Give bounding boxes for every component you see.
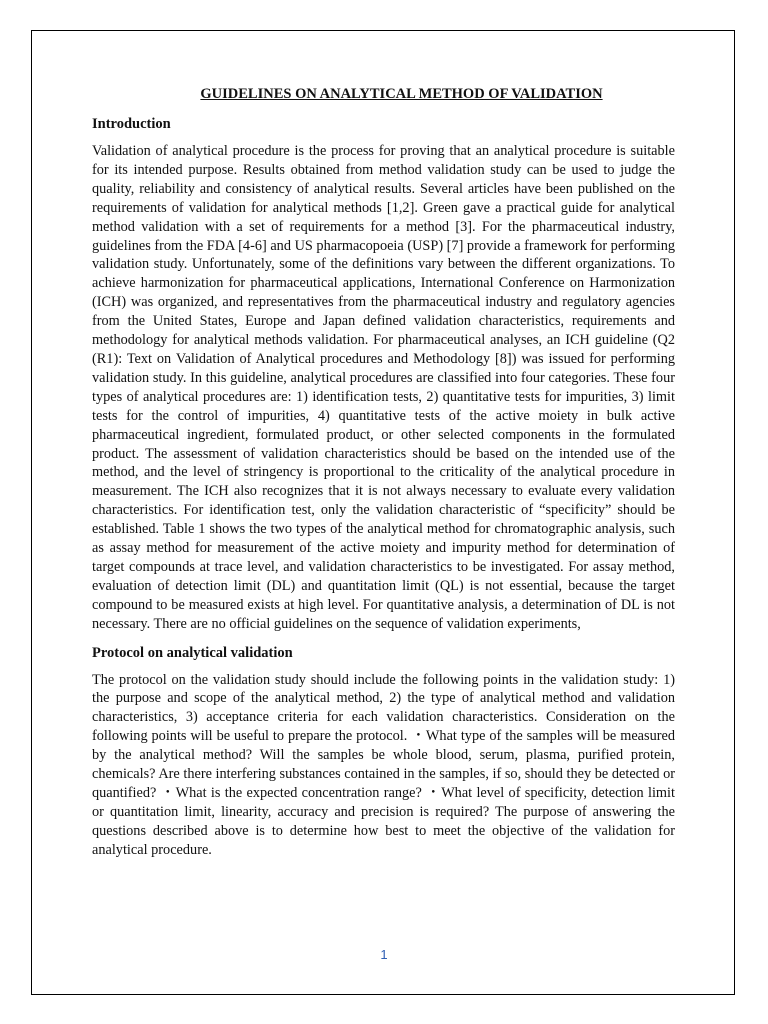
section-heading-protocol: Protocol on analytical validation — [92, 644, 293, 661]
protocol-paragraph: The protocol on the validation study should include the following points in the validation study: 1) the purpose and scope of the analytical method, 2) the type of analytical method and validation characteristics, 3) acceptance criteria for each validation characteristics. Consideration on the following points will be useful to prepare the protocol. ・What type of the samples will be measured by the analytical method? Will the samples be whole blood, serum, plasma, purified protein, chemicals? Are there interfering substances contained in the samples, if so, should they be detected or quantified? ・What is the expected concentration range? ・What level of specificity, detection limit or quantitation limit, linearity, accuracy and precision is required? The purpose of answering the questions described above is to determine how best to meet the objective of the validation for analytical procedure. — [92, 671, 675, 858]
page-number: 1 — [380, 947, 388, 962]
introduction-paragraph: Validation of analytical procedure is the process for proving that an analytical procedure is suitable for its intended purpose. Results obtained from method validation study can be used to judge the quality, reliability and consistency of analytical results. Several articles have been published on the requirements of validation for analytical methods [1,2]. Green gave a practical guide for analytical method validation with a set of requirements for a method [3]. For the pharmaceutical industry, guidelines from the FDA [4-6] and US pharmacopoeia (USP) [7] provide a framework for performing validation study. Unfortunately, some of the definitions vary between the different organizations. To achieve harmonization for pharmaceutical applications, International Conference on Harmonization (ICH) was organized, and representatives from the pharmaceutical industry and regulatory agencies from the United States, Europe and Japan defined validation characteristics, requirements and methodology for analytical methods validation. For pharmaceutical analyses, an ICH guideline (Q2 (R1): Text on Validation of Analytical procedures and Methodology [8]) was issued for performing validation study. In this guideline, analytical procedures are classified into four categories. These four types of analytical procedures are: 1) identification tests, 2) quantitative tests for impurities, 3) limit tests for the control of impurities, 4) quantitative tests of the active moiety in bulk active pharmaceutical ingredient, formulated product, or other selected components in the formulated product. The assessment of validation characteristics should be based on the intended use of the method, and the level of stringency is proportional to the criticality of the analytical procedure in measurement. The ICH also recognizes that it is not always necessary to evaluate every validation characteristics. For identification test, only the validation characteristic of “specificity” should be established. Table 1 shows the two types of the analytical method for chromatographic analysis, such as assay method for measurement of the active moiety and impurity method for determination of target compounds at trace level, and validation characteristics to be investigated. For assay method, evaluation of detection limit (DL) and quantitation limit (QL) is not essential, because the target compound to be measured exists at high level. For quantitative analysis, a determination of DL is not necessary. There are no official guidelines on the sequence of validation experiments, — [92, 143, 675, 632]
section-heading-introduction: Introduction — [92, 116, 171, 132]
document-title: GUIDELINES ON ANALYTICAL METHOD OF VALIDATION — [200, 86, 603, 102]
document-body — [92, 84, 675, 869]
